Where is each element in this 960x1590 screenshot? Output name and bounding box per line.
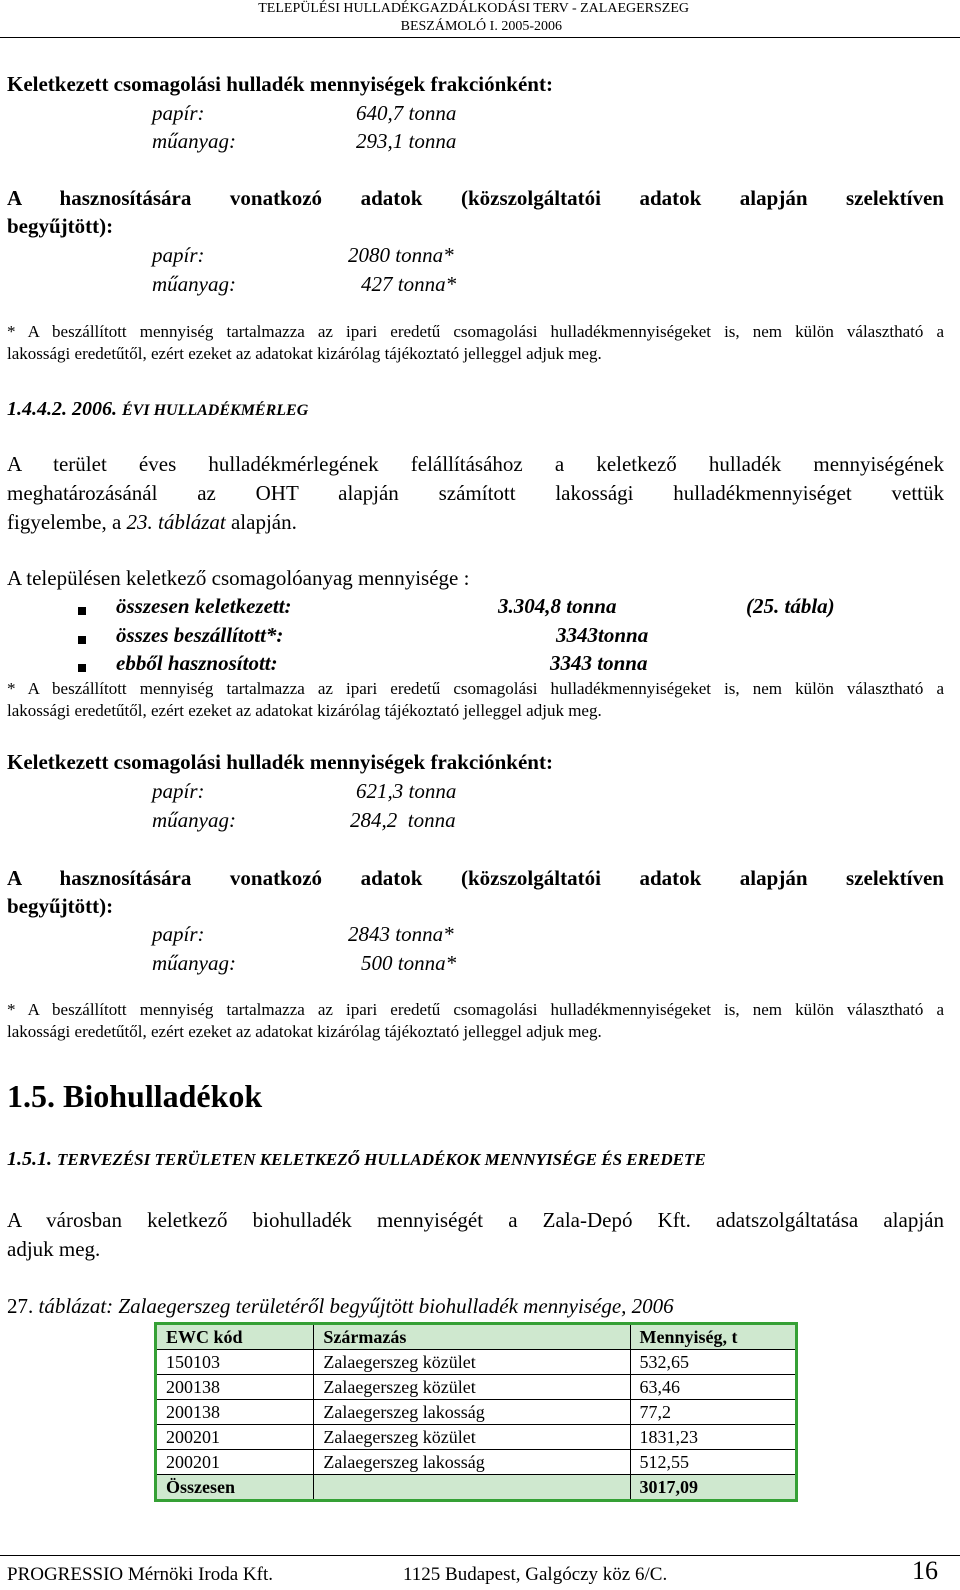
section-151-number: 1.5.1. bbox=[7, 1148, 52, 1170]
bullet-utilized-value: 3343 tonna bbox=[550, 651, 648, 675]
table-27-caption-text: táblázat: Zalaegerszeg területéről begyűjtött biohulladék mennyisége, 2006 bbox=[38, 1294, 674, 1318]
table-header-row bbox=[156, 1324, 797, 1350]
block3-label-plastic: műanyag: bbox=[152, 808, 236, 832]
block4-value-plastic: 500 tonna* bbox=[361, 951, 457, 975]
table-row bbox=[156, 1375, 797, 1400]
note3-line2: lakossági eredetűtől, ezért ezeket az adatokat kizárólag tájékoztató jelleggel adjuk meg. bbox=[7, 1022, 602, 1041]
note2-line1: * A beszállított mennyiség tartalmazza az ipari eredetű csomagolási hulladékmennyiségeket is, nem külön választható a bbox=[7, 679, 944, 698]
section-151-title: TERVEZÉSI TERÜLETEN KELETKEZŐ HULLADÉKOK MENNYISÉGE ÉS EREDETE bbox=[57, 1150, 706, 1169]
bullet-total-delivered-label: összes beszállított*: bbox=[116, 623, 284, 647]
block4-heading-line2: begyűjtött): bbox=[7, 894, 114, 918]
block4-value-paper: 2843 tonna* bbox=[348, 922, 454, 946]
table-cell: Zalaegerszeg közület bbox=[314, 1350, 630, 1375]
bullet-total-generated-value: 3.304,8 tonna bbox=[498, 594, 617, 618]
section-1442-heading bbox=[7, 398, 308, 421]
header-rule bbox=[0, 37, 960, 38]
table-23-reference: 23. táblázat bbox=[126, 510, 226, 534]
section-15-title: 1.5. Biohulladékok bbox=[7, 1078, 263, 1114]
section-15-para-line1: A városban keletkező biohulladék mennyiségét a Zala-Depó Kft. adatszolgáltatása alapján bbox=[7, 1208, 944, 1232]
block2-label-plastic: műanyag: bbox=[152, 272, 236, 296]
note1-line1: * A beszállított mennyiség tartalmazza az ipari eredetű csomagolási hulladékmennyiségeket is, nem külön választható a bbox=[7, 322, 944, 341]
column-header-origin: Származás bbox=[314, 1324, 630, 1350]
block2-label-paper: papír: bbox=[152, 243, 205, 267]
table-27-caption bbox=[7, 1294, 674, 1319]
section-1442-para-line3 bbox=[7, 510, 297, 535]
footer-rule bbox=[0, 1555, 960, 1556]
table-cell: 150103 bbox=[156, 1350, 314, 1375]
table-row bbox=[156, 1425, 797, 1450]
header-title: TELEPÜLÉSI HULLADÉKGAZDÁLKODÁSI TERV - ZALAEGERSZEG bbox=[258, 1, 689, 16]
block4-label-plastic: műanyag: bbox=[152, 951, 236, 975]
biowaste-table bbox=[154, 1322, 798, 1502]
block3-value-plastic: 284,2 tonna bbox=[350, 808, 456, 832]
bullet-square-icon bbox=[78, 631, 86, 649]
block4-heading-line1: A hasznosítására vonatkozó adatok (közszolgáltatói adatok alapján szelektíven bbox=[7, 866, 944, 890]
block2-heading-line1: A hasznosítására vonatkozó adatok (közszolgáltatói adatok alapján szelektíven bbox=[7, 186, 944, 210]
note1-line2: lakossági eredetűtől, ezért ezeket az adatokat kizárólag tájékoztató jelleggel adjuk meg. bbox=[7, 344, 602, 363]
header-subtitle: BESZÁMOLÓ I. 2005-2006 bbox=[400, 19, 562, 34]
bullet-total-generated-ref: (25. tábla) bbox=[746, 594, 835, 618]
block4-label-paper: papír: bbox=[152, 922, 205, 946]
column-header-ewc: EWC kód bbox=[156, 1324, 314, 1350]
table-cell: 532,65 bbox=[630, 1350, 796, 1375]
footer-address: 1125 Budapest, Galgóczy köz 6/C. bbox=[403, 1564, 668, 1585]
para-line3-text: figyelembe, a bbox=[7, 510, 127, 534]
table-cell: 200201 bbox=[156, 1450, 314, 1475]
footer-company: PROGRESSIO Mérnöki Iroda Kft. bbox=[7, 1564, 273, 1585]
total-label: Összesen bbox=[156, 1475, 314, 1501]
table-total-row bbox=[156, 1475, 797, 1501]
block1-value-plastic: 293,1 tonna bbox=[356, 129, 457, 153]
table-cell: Zalaegerszeg lakosság bbox=[314, 1450, 630, 1475]
section-1442-number: 1.4.4.2. 2006. bbox=[7, 398, 117, 420]
table-cell: 77,2 bbox=[630, 1400, 796, 1425]
bullet-utilized-label: ebből hasznosított: bbox=[116, 651, 278, 675]
section-15-para-line2: adjuk meg. bbox=[7, 1237, 101, 1261]
bullet-total-delivered-value: 3343tonna bbox=[556, 623, 649, 647]
block3-value-paper: 621,3 tonna bbox=[356, 779, 457, 803]
table-cell: Zalaegerszeg közület bbox=[314, 1375, 630, 1400]
bullet-square-icon bbox=[78, 602, 86, 620]
block3-label-paper: papír: bbox=[152, 779, 205, 803]
table-row bbox=[156, 1450, 797, 1475]
section-1442-title: ÉVI HULLADÉKMÉRLEG bbox=[122, 402, 309, 419]
section-1442-para-line2: meghatározásánál az OHT alapján számított lakossági hulladékmennyiséget vettük bbox=[7, 481, 944, 505]
packaging-intro: A településen keletkező csomagolóanyag mennyisége : bbox=[7, 566, 470, 590]
column-header-quantity: Mennyiség, t bbox=[630, 1324, 796, 1350]
block3-heading: Keletkezett csomagolási hulladék mennyiségek frakciónként: bbox=[7, 750, 553, 774]
table-cell: 200138 bbox=[156, 1400, 314, 1425]
bullet-total-generated-label: összesen keletkezett: bbox=[116, 594, 292, 618]
note2-line2: lakossági eredetűtől, ezért ezeket az adatokat kizárólag tájékoztató jelleggel adjuk meg. bbox=[7, 701, 602, 720]
block1-label-plastic: műanyag: bbox=[152, 129, 236, 153]
total-empty-cell bbox=[314, 1475, 630, 1501]
table-cell: 512,55 bbox=[630, 1450, 796, 1475]
bullet-square-icon bbox=[78, 659, 86, 677]
section-151-heading bbox=[7, 1148, 706, 1171]
table-cell: 1831,23 bbox=[630, 1425, 796, 1450]
block2-value-paper: 2080 tonna* bbox=[348, 243, 454, 267]
table-27-number: 27. bbox=[7, 1294, 39, 1318]
note3-line1: * A beszállított mennyiség tartalmazza az ipari eredetű csomagolási hulladékmennyiségeket is, nem külön választható a bbox=[7, 1000, 944, 1019]
table-cell: 63,46 bbox=[630, 1375, 796, 1400]
block1-heading: Keletkezett csomagolási hulladék mennyiségek frakciónként: bbox=[7, 72, 553, 96]
page-number: 16 bbox=[912, 1556, 938, 1585]
block1-label-paper: papír: bbox=[152, 101, 205, 125]
table-cell: Zalaegerszeg lakosság bbox=[314, 1400, 630, 1425]
block2-value-plastic: 427 tonna* bbox=[361, 272, 457, 296]
table-row bbox=[156, 1400, 797, 1425]
table-cell: 200138 bbox=[156, 1375, 314, 1400]
table-row bbox=[156, 1350, 797, 1375]
block1-value-paper: 640,7 tonna bbox=[356, 101, 457, 125]
table-cell: 200201 bbox=[156, 1425, 314, 1450]
table-cell: Zalaegerszeg közület bbox=[314, 1425, 630, 1450]
para-line3-end: alapján. bbox=[225, 510, 297, 534]
block2-heading-line2: begyűjtött): bbox=[7, 214, 114, 238]
section-1442-para-line1: A terület éves hulladékmérlegének felállításához a keletkező hulladék mennyiségének bbox=[7, 452, 944, 476]
total-value: 3017,09 bbox=[630, 1475, 796, 1501]
